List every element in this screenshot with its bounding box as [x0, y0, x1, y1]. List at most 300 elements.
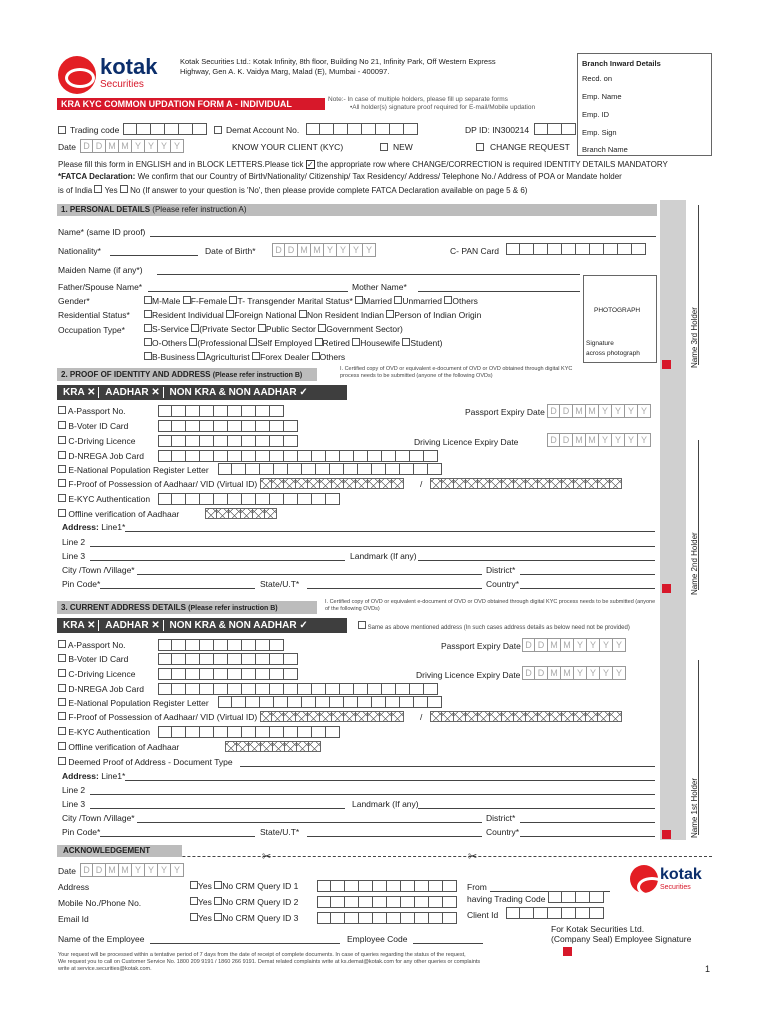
- state-label: State/U.T*: [260, 579, 300, 589]
- note-line1: Note:- In case of multiple holders, please fill up separate forms: [328, 96, 508, 103]
- holder-sidebar: [660, 200, 686, 840]
- doc-row-dl: [58, 436, 135, 446]
- doc-row-nrega: [58, 684, 144, 694]
- ack-address-label: Address: [58, 882, 90, 892]
- nationality-field[interactable]: [110, 255, 198, 256]
- demat-boxes[interactable]: [306, 123, 418, 135]
- holder2-label: Name 2nd Holder: [690, 532, 699, 595]
- nonkra-label: NON KRA & NON AADHAR: [163, 387, 297, 398]
- occ-government: Government Sector): [326, 324, 403, 334]
- footer-line1: Your request will be processed within a tentative period of 7 days from the date of receipt of complete documents. In case of queries regarding the status of the request,: [58, 952, 466, 958]
- married: Married: [363, 296, 392, 306]
- passport-boxes[interactable]: [158, 405, 284, 417]
- occ-self-employed: Self Employed: [257, 338, 313, 348]
- passport-expiry-label: Passport Expiry Date: [465, 407, 545, 417]
- ekyc-checkbox[interactable]: [58, 727, 66, 735]
- doc-label: A-Passport No.: [67, 640, 126, 650]
- signature-label: Signature: [586, 340, 614, 347]
- address-label: Address:: [62, 771, 99, 781]
- doc-row-voter: [58, 654, 128, 664]
- occ-others: O-Others: [152, 338, 187, 348]
- kotak-logo-icon: [58, 56, 96, 94]
- residential-label: Residential Status*: [58, 310, 130, 320]
- instruction-text-b: the appropriate row where CHANGE/CORRECTION is required IDENTITY DETAILS MANDATORY: [316, 160, 668, 169]
- npr-boxes[interactable]: [218, 696, 442, 708]
- branch-field: Emp. Sign: [582, 128, 617, 137]
- deemed-checkbox[interactable]: [58, 757, 66, 765]
- dp-id: DP ID: IN300214: [465, 125, 530, 135]
- voter-boxes[interactable]: [158, 653, 298, 665]
- offline-masked-boxes: [225, 741, 321, 752]
- aadhar-label: AADHAR: [98, 620, 148, 631]
- address-line2: Highway, Gen A. K. Vaidya Marg, Malad (E), Mumbai - 400097.: [180, 67, 390, 76]
- doc-row-ekyc: [58, 494, 150, 504]
- fatca-text: We confirm that our Country of Birth/Nationality/ Citizenship/ Tax Residency/ Address/ Telephone No./ Address of POA or Mandate holder: [137, 172, 622, 181]
- occ-service: S-Service: [152, 324, 189, 334]
- fatca-label: *FATCA Declaration:: [58, 172, 136, 181]
- pin-field[interactable]: [100, 588, 255, 589]
- proof-header-note: (Please refer instruction B): [212, 372, 303, 379]
- marital-others: Others: [452, 296, 478, 306]
- emp-code-label: Employee Code: [347, 934, 408, 944]
- residential-options: [144, 310, 481, 320]
- line3-label: Line 3: [62, 551, 86, 561]
- note-line2: •All holder(s) signature proof required for E-mail/Mobile updation: [350, 104, 536, 111]
- district-field[interactable]: [520, 574, 655, 575]
- crm3-label: CRM Query ID 3: [235, 913, 299, 923]
- check-icon: ✓: [296, 387, 308, 398]
- doc-row-passport: [58, 640, 126, 650]
- occupation-row1: [144, 324, 403, 334]
- doc-label: E-National Population Register Letter: [68, 465, 209, 475]
- fatca-india: is of India: [58, 186, 93, 195]
- passport-expiry-boxes[interactable]: D D M M Y Y Y Y: [547, 404, 651, 418]
- branch-inward-box: [577, 53, 712, 156]
- kotak-ack-logo-icon: [630, 865, 658, 893]
- doc-label: A-Passport No.: [67, 406, 126, 416]
- father-field[interactable]: [148, 291, 348, 292]
- doc-label: B-Voter ID Card: [68, 654, 129, 664]
- ack-email-options: [190, 913, 298, 923]
- doc-label: Offline verification of Aadhaar: [68, 509, 180, 519]
- kra-label: KRA: [63, 387, 85, 398]
- fatca-line2: [58, 185, 527, 195]
- line2-label: Line 2: [62, 537, 86, 547]
- address-label: Address:: [62, 522, 99, 532]
- married-checkbox[interactable]: [355, 296, 363, 304]
- ack-header: ACKNOWLEDGEMENT: [57, 845, 182, 857]
- holder1-label: Name 1st Holder: [690, 777, 699, 838]
- doc-row-voter: [58, 421, 128, 431]
- city-field[interactable]: [137, 574, 482, 575]
- gender-label: Gender*: [58, 296, 90, 306]
- tick-icon: ✓: [306, 160, 314, 170]
- district-label: District*: [486, 565, 516, 575]
- line1-label: Line1*: [101, 771, 126, 781]
- branch-field: Emp. Name: [582, 92, 622, 101]
- offline-masked-boxes: [205, 508, 277, 519]
- ack-yes: Yes: [198, 913, 212, 923]
- country-field[interactable]: [520, 588, 655, 589]
- state-field[interactable]: [307, 588, 482, 589]
- same-as-checkbox[interactable]: [358, 621, 366, 629]
- pin-label: Pin Code*: [62, 827, 101, 837]
- occ-professional: (Professional: [197, 338, 247, 348]
- new-label: NEW: [393, 142, 413, 152]
- resident: Resident Individual: [152, 310, 224, 320]
- fatca-line: [58, 172, 622, 181]
- dob-label: Date of Birth*: [205, 246, 256, 256]
- crm2-label: CRM Query ID 2: [235, 897, 299, 907]
- occ-business: B-Business: [152, 352, 195, 362]
- occ-others2: Others: [319, 352, 346, 362]
- instruction-text-a: Please fill this form in ENGLISH and in BLOCK LETTERS.Please tick: [58, 160, 304, 169]
- others-checkbox[interactable]: [144, 338, 152, 346]
- address-line3-field[interactable]: [90, 560, 345, 561]
- client-label: Client Id: [467, 910, 499, 920]
- cross-icon: ✕: [148, 387, 163, 398]
- nationality-label: Nationality*: [58, 246, 101, 256]
- personal-header-note: (Please refer instruction A): [152, 205, 247, 214]
- occ-agriculturist: Agriculturist: [205, 352, 250, 362]
- doc-label: F-Proof of Possession of Aadhaar/ VID (Virtual ID): [68, 712, 258, 722]
- passport-boxes[interactable]: [158, 639, 284, 651]
- gender-m-checkbox[interactable]: [144, 296, 152, 304]
- deemed-label: Deemed Proof of Address - Document Type: [68, 757, 233, 767]
- landmark-label: Landmark (If any): [350, 551, 417, 561]
- ack-email-label: Email Id: [58, 914, 89, 924]
- ack-yes: Yes: [198, 897, 212, 907]
- ekyc-checkbox[interactable]: [58, 494, 66, 502]
- ack-date-label: Date: [58, 866, 76, 876]
- proof-note: I. Certified copy of OVD or equivalent e-document of OVD or OVD obtained through digital KYC process needs to be submitted (anyone of the following OVDs): [340, 366, 573, 379]
- gender-f: F-Female: [190, 296, 228, 306]
- client-boxes[interactable]: [506, 907, 604, 919]
- passport-expiry-boxes[interactable]: D D M M Y Y Y Y: [522, 638, 626, 652]
- branch-title: Branch Inward Details: [582, 59, 661, 68]
- for-kotak: For Kotak Securities Ltd.: [551, 924, 645, 934]
- fatca-no-checkbox[interactable]: [120, 185, 128, 193]
- deemed-field[interactable]: [240, 766, 655, 767]
- signature-label-2: across photograph: [586, 350, 640, 357]
- pin-field[interactable]: [100, 836, 255, 837]
- cross-icon: ✕: [84, 620, 99, 631]
- foreign-checkbox[interactable]: [226, 310, 234, 318]
- personal-details-header: [57, 204, 657, 216]
- doc-label: C-Driving Licence: [68, 669, 136, 679]
- scissors-icon: ✂: [468, 851, 478, 863]
- aadhaar-checkbox[interactable]: [58, 479, 66, 487]
- passport-expiry-label: Passport Expiry Date: [441, 641, 521, 651]
- doc-row-offline: [58, 742, 179, 752]
- doc-label: B-Voter ID Card: [68, 421, 129, 431]
- sign-here-icon: [662, 584, 671, 593]
- doc-label: Offline verification of Aadhaar: [68, 742, 180, 752]
- ack-date-boxes[interactable]: D D M M Y Y Y Y: [80, 863, 184, 877]
- gender-m: M-Male: [152, 296, 181, 306]
- voter-checkbox[interactable]: [58, 421, 66, 429]
- ack-yes-checkbox[interactable]: [190, 913, 198, 921]
- dob-boxes[interactable]: D D M M Y Y Y Y: [272, 243, 376, 257]
- country-label: Country*: [486, 827, 520, 837]
- same-as-label: Same as above mentioned address (In such cases address details as below need not be provided): [367, 625, 630, 631]
- trading-code-label: Trading code: [70, 125, 120, 135]
- occupation-label: Occupation Type*: [58, 325, 125, 335]
- check-icon: ✓: [296, 620, 308, 631]
- mother-field[interactable]: [418, 291, 580, 292]
- personal-header-title: 1. PERSONAL DETAILS: [61, 205, 151, 214]
- sign-here-icon: [662, 830, 671, 839]
- city-label: City /Town /Village*: [62, 813, 135, 823]
- aadhaar-masked-boxes: [260, 711, 404, 722]
- employee-field[interactable]: [150, 943, 340, 944]
- change-request-label: CHANGE REQUEST: [490, 142, 570, 152]
- nri-checkbox[interactable]: [299, 310, 307, 318]
- doc-label: D-NREGA Job Card: [68, 684, 144, 694]
- doc-label: E-KYC Authentication: [68, 494, 151, 504]
- same-as-row: [358, 621, 630, 631]
- ack-yes-checkbox[interactable]: [190, 897, 198, 905]
- occ-forex: Forex Dealer: [260, 352, 310, 362]
- forex-checkbox[interactable]: [252, 352, 260, 360]
- pan-label: C- PAN Card: [450, 246, 499, 256]
- address-line1: Kotak Securities Ltd.: Kotak Infinity, 8th floor, Building No 21, Infinity Park, Off Western Express: [180, 57, 496, 66]
- dl-boxes[interactable]: [158, 435, 298, 447]
- country-label: Country*: [486, 579, 520, 589]
- state-field[interactable]: [307, 836, 482, 837]
- fatca-no-label: No: [130, 186, 141, 195]
- occ-housewife: Housewife: [360, 338, 400, 348]
- doc-row-npr: [58, 465, 209, 475]
- cross-icon: ✕: [148, 620, 163, 631]
- doc-row-aadhaar: [58, 479, 257, 489]
- address-line2-field[interactable]: [90, 546, 655, 547]
- seal-label: (Company Seal) Employee Signature: [551, 934, 692, 944]
- address-line2-field[interactable]: [90, 794, 655, 795]
- scissors-icon: ✂: [262, 851, 272, 863]
- crm1-label: CRM Query ID 1: [235, 881, 299, 891]
- ack-brand-sub: Securities: [660, 884, 691, 891]
- doc-row-aadhaar: [58, 712, 257, 722]
- occ-others2-checkbox[interactable]: [312, 352, 320, 360]
- city-label: City /Town /Village*: [62, 565, 135, 575]
- address-row: [62, 522, 125, 532]
- brand-sub: Securities: [100, 79, 144, 90]
- npr-checkbox[interactable]: [58, 698, 66, 706]
- doc-label: F-Proof of Possession of Aadhaar/ VID (Virtual ID): [68, 479, 258, 489]
- gender-f-checkbox[interactable]: [183, 296, 191, 304]
- nrega-boxes[interactable]: [158, 450, 438, 462]
- change-request-checkbox[interactable]: [476, 143, 484, 151]
- current-header-note: (Please refer instruction B): [188, 605, 278, 612]
- aadhar-label: AADHAR: [98, 387, 148, 398]
- current-header-title: 3. CURRENT ADDRESS DETAILS: [61, 603, 186, 612]
- occ-public: Public Sector: [265, 324, 316, 334]
- ekyc-boxes[interactable]: [158, 493, 340, 505]
- pio: Person of Indian Origin: [394, 310, 482, 320]
- landmark-field[interactable]: [418, 560, 655, 561]
- state-label: State/U.T*: [260, 827, 300, 837]
- name-label: Name* (same ID proof): [58, 227, 146, 237]
- current-header: [57, 601, 317, 614]
- public-checkbox[interactable]: [258, 324, 266, 332]
- passport-checkbox[interactable]: [58, 406, 66, 414]
- nrega-checkbox[interactable]: [58, 451, 66, 459]
- photo-label: PHOTOGRAPH: [594, 307, 641, 314]
- branch-field: Emp. ID: [582, 110, 610, 119]
- ack-mobile-options: [190, 897, 298, 907]
- current-type-bar: [57, 618, 347, 633]
- district-field[interactable]: [520, 822, 655, 823]
- photograph-box[interactable]: [583, 275, 657, 363]
- proof-header-title: 2. PROOF OF IDENTITY AND ADDRESS: [61, 370, 211, 379]
- having-boxes[interactable]: [548, 891, 604, 903]
- doc-label: E-National Population Register Letter: [68, 698, 209, 708]
- proof-type-bar: [57, 385, 347, 400]
- dl-expiry-boxes[interactable]: D D M M Y Y Y Y: [547, 433, 651, 447]
- ack-yes-checkbox[interactable]: [190, 881, 198, 889]
- cross-icon: ✕: [84, 387, 99, 398]
- address-line1-field[interactable]: [125, 780, 655, 781]
- crm2-boxes[interactable]: [317, 896, 457, 908]
- nrega-boxes[interactable]: [158, 683, 438, 695]
- ekyc-boxes[interactable]: [158, 726, 340, 738]
- trading-code-checkbox[interactable]: [58, 126, 66, 134]
- marital-label: Marital Status*: [297, 296, 353, 306]
- nrega-checkbox[interactable]: [58, 684, 66, 692]
- mother-label: Mother Name*: [352, 282, 407, 292]
- ack-brand: kotak: [660, 866, 702, 883]
- branch-field: Branch Name: [582, 145, 628, 154]
- maiden-field[interactable]: [157, 274, 580, 275]
- line3-label: Line 3: [62, 799, 86, 809]
- fatca-yes-checkbox[interactable]: [94, 185, 102, 193]
- offline-checkbox[interactable]: [58, 742, 66, 750]
- doc-row-npr: [58, 698, 209, 708]
- doc-label: E-KYC Authentication: [68, 727, 151, 737]
- nonkra-label: NON KRA & NON AADHAR: [163, 620, 297, 631]
- voter-boxes[interactable]: [158, 420, 298, 432]
- proof-header: [57, 368, 317, 381]
- trading-code-boxes[interactable]: [123, 123, 207, 135]
- fatca-yes-label: Yes: [104, 186, 118, 195]
- name-field[interactable]: [150, 236, 656, 237]
- kra-label: KRA: [63, 620, 85, 631]
- dp-id-boxes[interactable]: [534, 123, 576, 135]
- doc-row-passport: [58, 406, 126, 416]
- sign-here-icon: [662, 360, 671, 369]
- doc-label: C-Driving Licence: [68, 436, 136, 446]
- date-label: Date: [58, 142, 76, 152]
- date-boxes[interactable]: D D M M Y Y Y Y: [80, 139, 184, 153]
- from-label: From: [467, 882, 487, 892]
- ack-no: No: [222, 881, 234, 891]
- pin-label: Pin Code*: [62, 579, 101, 589]
- doc-row-deemed: [58, 757, 233, 767]
- gender-t: T- Transgender: [237, 296, 296, 306]
- line1-label: Line1*: [101, 522, 126, 532]
- foreign: Foreign National: [234, 310, 297, 320]
- address-line1-field[interactable]: [125, 531, 655, 532]
- doc-row-dl: [58, 669, 135, 679]
- demat-label: Demat Account No.: [226, 125, 300, 135]
- current-note: I. Certified copy of OVD or equivalent e-document of OVD or OVD obtained through digital KYC process needs to be submitted (anyone of the following OVDs): [325, 599, 656, 612]
- employee-label: Name of the Employee: [58, 934, 145, 944]
- holder3-label: Name 3rd Holder: [690, 307, 699, 368]
- ack-no: No: [222, 897, 234, 907]
- offline-checkbox[interactable]: [58, 509, 66, 517]
- district-label: District*: [486, 813, 516, 823]
- crm1-boxes[interactable]: [317, 880, 457, 892]
- slash-separator: /: [420, 712, 423, 722]
- line2-label: Line 2: [62, 785, 86, 795]
- fatca-note: (If answer to your question is 'No', then please provide complete FATCA Declaration available on page 5 & 6): [142, 186, 528, 195]
- gender-options: [144, 296, 478, 306]
- aadhaar-masked-boxes: [260, 478, 404, 489]
- dl-expiry-boxes[interactable]: D D M M Y Y Y Y: [522, 666, 626, 680]
- address-line3-field[interactable]: [90, 808, 345, 809]
- voter-checkbox[interactable]: [58, 654, 66, 662]
- dl-checkbox[interactable]: [58, 436, 66, 444]
- occ-private: (Private Sector: [199, 324, 256, 334]
- crm3-boxes[interactable]: [317, 912, 457, 924]
- vid-masked-boxes: [430, 478, 622, 489]
- landmark-field[interactable]: [418, 808, 655, 809]
- father-label: Father/Spouse Name*: [58, 282, 143, 292]
- address-row: [62, 771, 125, 781]
- doc-row-ekyc: [58, 727, 150, 737]
- city-field[interactable]: [137, 822, 482, 823]
- form-title: KRA KYC COMMON UPDATION FORM A - INDIVIDUAL: [57, 98, 325, 110]
- new-checkbox[interactable]: [380, 143, 388, 151]
- retired-checkbox[interactable]: [315, 338, 323, 346]
- ack-address-options: [190, 881, 298, 891]
- nri: Non Resident Indian: [306, 310, 384, 320]
- pan-boxes[interactable]: [506, 243, 646, 255]
- passport-checkbox[interactable]: [58, 640, 66, 648]
- dl-checkbox[interactable]: [58, 669, 66, 677]
- emp-code-field[interactable]: [413, 943, 483, 944]
- occupation-row3: [144, 352, 345, 362]
- maiden-label: Maiden Name (if any*): [58, 265, 143, 275]
- service-checkbox[interactable]: [144, 324, 152, 332]
- sign-here-icon: [563, 947, 572, 956]
- business-checkbox[interactable]: [144, 352, 152, 360]
- slash-separator: /: [420, 479, 423, 489]
- resident-checkbox[interactable]: [144, 310, 152, 318]
- footer-line2: We request you to call on Customer Service No. 1800 209 9191 / 1860 266 9191. Demat related complaints write at ks.demat@kotak.com for any other queries or complaints: [58, 959, 481, 965]
- occupation-row2: [144, 338, 442, 348]
- dl-expiry-label: Driving Licence Expiry Date: [414, 437, 519, 447]
- country-field[interactable]: [520, 836, 655, 837]
- footer-line3: write at service.securities@kotak.com.: [58, 966, 152, 972]
- ack-no: No: [222, 913, 234, 923]
- npr-boxes[interactable]: [218, 463, 442, 475]
- aadhaar-checkbox[interactable]: [58, 712, 66, 720]
- brand-name: kotak: [100, 54, 158, 79]
- ack-mobile-label: Mobile No./Phone No.: [58, 898, 142, 908]
- npr-checkbox[interactable]: [58, 465, 66, 473]
- having-label: having Trading Code: [467, 894, 546, 904]
- kyc-label: KNOW YOUR CLIENT (KYC): [232, 142, 344, 152]
- page-number: 1: [705, 964, 711, 974]
- instruction-line1: [58, 160, 668, 169]
- doc-label: D-NREGA Job Card: [68, 451, 144, 461]
- dl-boxes[interactable]: [158, 668, 298, 680]
- occ-retired: Retired: [322, 338, 350, 348]
- ack-yes: Yes: [198, 881, 212, 891]
- demat-checkbox[interactable]: [214, 126, 222, 134]
